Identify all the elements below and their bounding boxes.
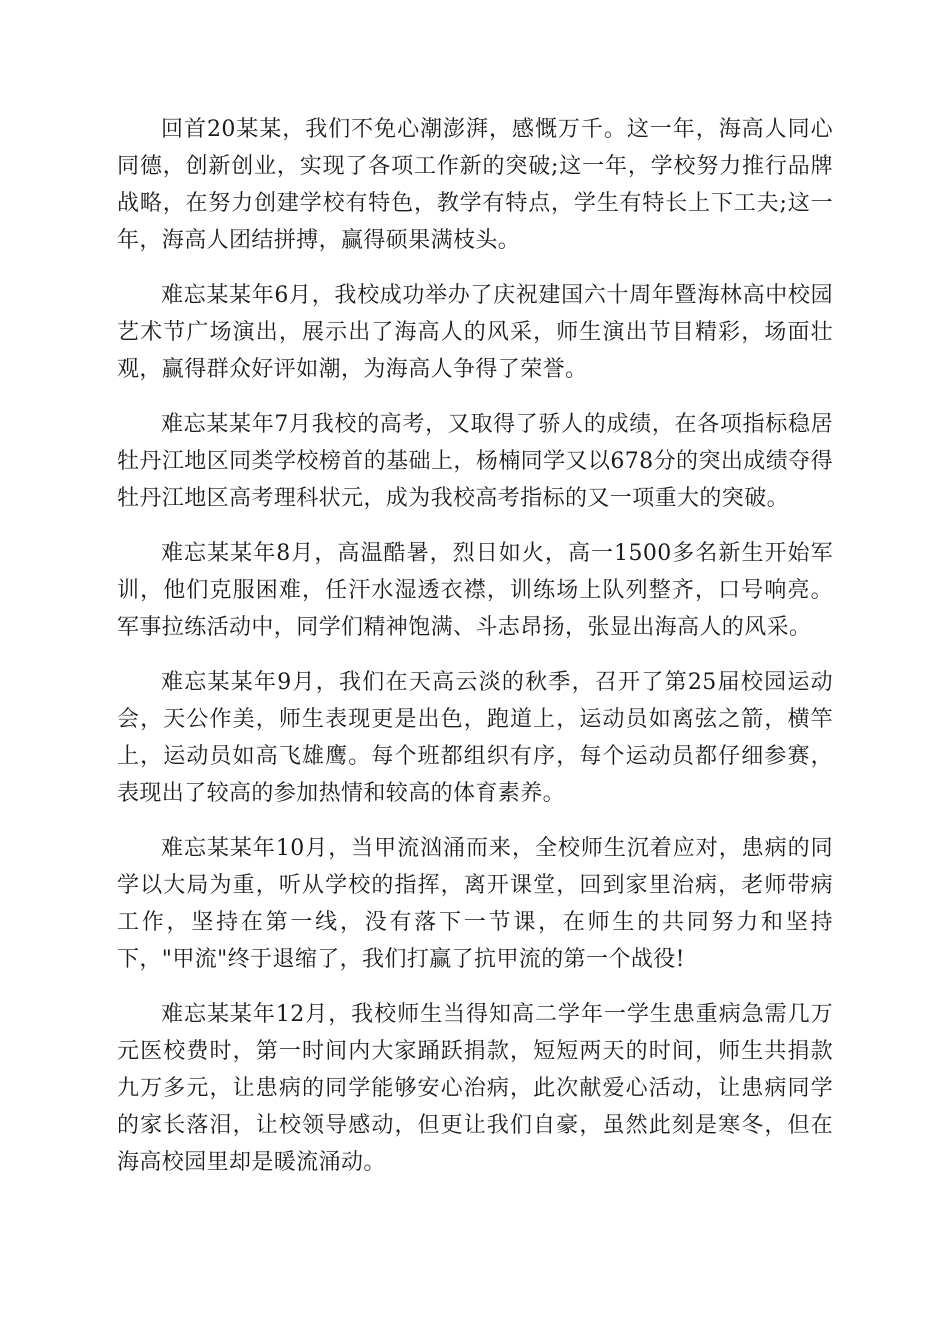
paragraph-june: 难忘某某年6月，我校成功举办了庆祝建国六十周年暨海林高中校园艺术节广场演出，展示出了海高人的风采，师生演出节目精彩，场面壮观，赢得群众好评如潮，为海高人争得了荣誉。 bbox=[117, 283, 833, 382]
paragraph-october: 难忘某某年10月，当甲流汹涌而来，全校师生沉着应对，患病的同学以大局为重，听从学校的指挥，离开课堂，回到家里治病，老师带病工作，坚持在第一线，没有落下一节课，在师生的共同努力和坚持下，"甲流"终于退缩了，我们打赢了抗甲流的第一个战役! bbox=[117, 836, 833, 972]
paragraph-august: 难忘某某年8月，高温酷暑，烈日如火，高一1500多名新生开始军训，他们克服困难，任汗水湿透衣襟，训练场上队列整齐，口号响亮。军事拉练活动中，同学们精神饱满、斗志昂扬，张显出海高人的风采。 bbox=[117, 541, 833, 640]
paragraph-july: 难忘某某年7月我校的高考，又取得了骄人的成绩，在各项指标稳居牡丹江地区同类学校榜首的基础上，杨楠同学又以678分的突出成绩夺得牡丹江地区高考理科状元，成为我校高考指标的又一项重大的突破。 bbox=[117, 412, 833, 511]
paragraph-december: 难忘某某年12月，我校师生当得知高二学年一学生患重病急需几万元医校费时，第一时间内大家踊跃捐款，短短两天的时间，师生共捐款九万多元，让患病的同学能够安心治病，此次献爱心活动，让患病同学的家长落泪，让校领导感动，但更让我们自豪，虽然此刻是寒冬，但在海高校园里却是暖流涌动。 bbox=[117, 1002, 833, 1175]
paragraph-intro: 回首20某某，我们不免心潮澎湃，感慨万千。这一年，海高人同心同德，创新创业，实现了各项工作新的突破;这一年，学校努力推行品牌战略，在努力创建学校有特色，教学有特点，学生有特长上下工夫;这一年，海高人团结拼搏，赢得硕果满枝头。 bbox=[117, 117, 833, 253]
paragraph-september: 难忘某某年9月，我们在天高云淡的秋季，召开了第25届校园运动会，天公作美，师生表现更是出色，跑道上，运动员如离弦之箭，横竿上，运动员如高飞雄鹰。每个班都组织有序，每个运动员都仔细参赛，表现出了较高的参加热情和较高的体育素养。 bbox=[117, 670, 833, 806]
document-body bbox=[117, 111, 833, 1199]
